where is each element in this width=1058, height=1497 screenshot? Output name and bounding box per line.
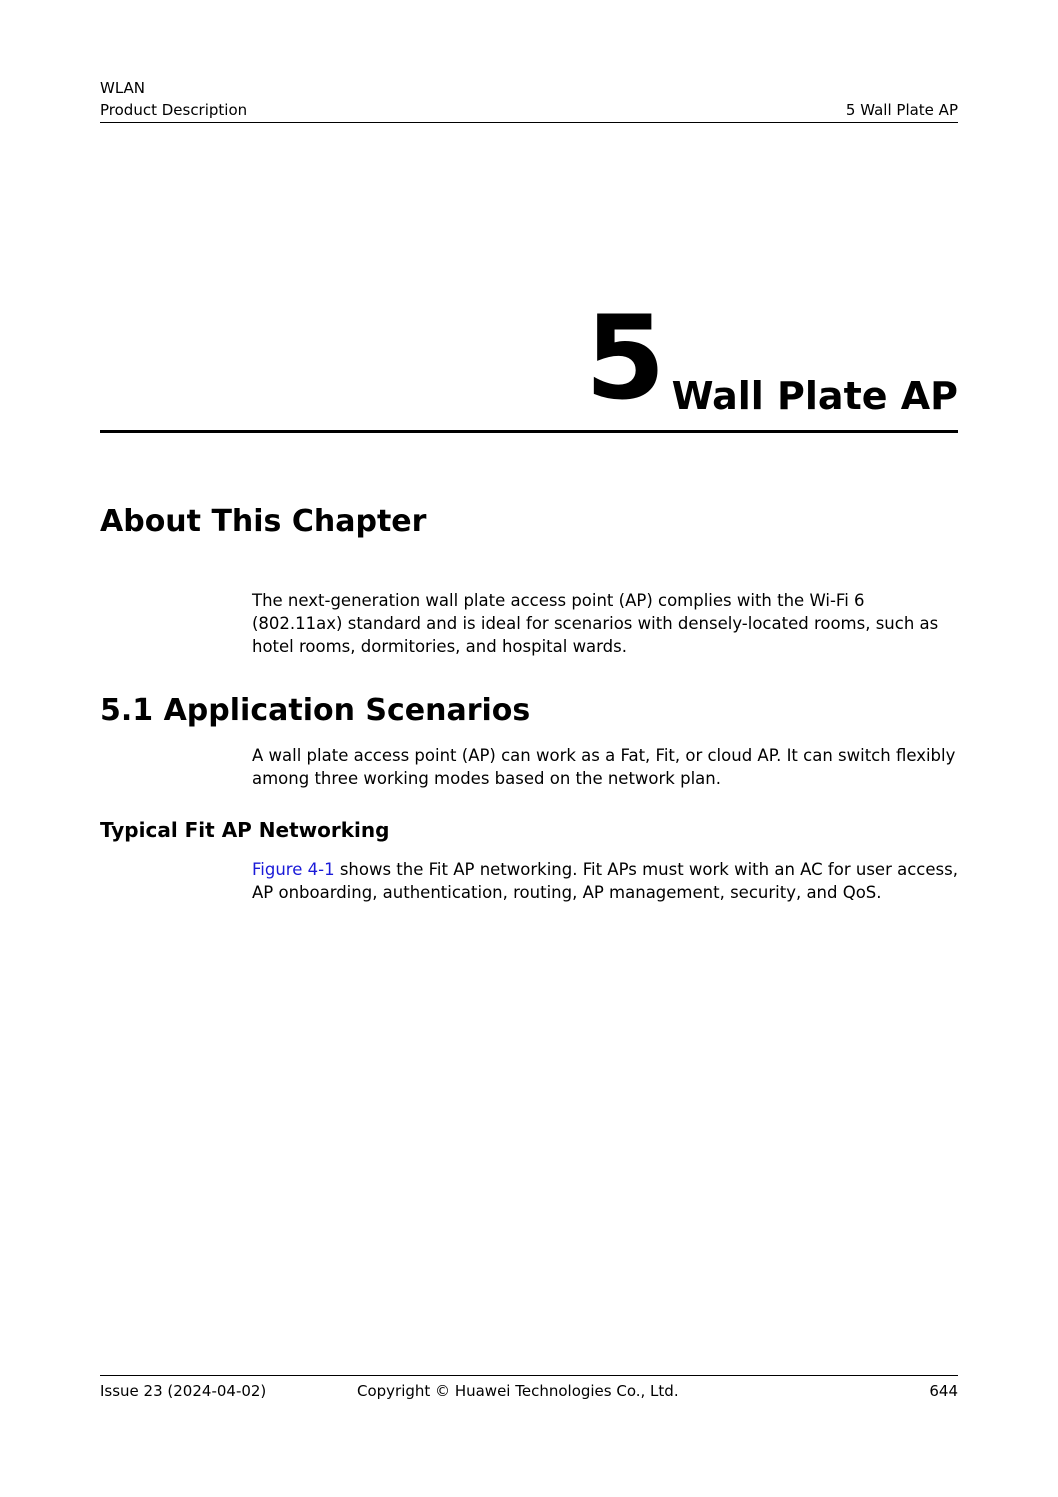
page-footer [100, 1375, 958, 1404]
page-number: 644 [929, 1382, 958, 1400]
chapter-name: Wall Plate AP [671, 374, 958, 418]
footer-issue: Issue 23 (2024-04-02) [100, 1382, 267, 1400]
page-header [100, 78, 958, 123]
fit-ap-paragraph [252, 858, 958, 904]
footer-copyright: Copyright © Huawei Technologies Co., Ltd. [357, 1382, 679, 1400]
chapter-number: 5 [584, 291, 666, 426]
fit-ap-text: shows the Fit AP networking. Fit APs must work with an AC for user access, AP onboarding, authentication, routing, AP management, security, and QoS. [252, 860, 958, 902]
about-paragraph: The next-generation wall plate access point (AP) complies with the Wi-Fi 6 (802.11ax) standard and is ideal for scenarios with densely-located rooms, such as hotel rooms, dormitories, and hospital wards. [252, 591, 939, 656]
header-chapter-ref: 5 Wall Plate AP [845, 101, 958, 119]
chapter-title [100, 291, 958, 433]
header-product: WLAN [100, 79, 146, 97]
section-heading: 5.1 Application Scenarios [100, 693, 531, 728]
header-doc-type: Product Description [100, 101, 248, 119]
figure-link[interactable]: Figure 4-1 [252, 860, 335, 879]
scenarios-paragraph: A wall plate access point (AP) can work as a Fat, Fit, or cloud AP. It can switch flexibly among three working modes based on the network plan. [252, 746, 956, 788]
subsection-heading: Typical Fit AP Networking [100, 818, 390, 842]
about-heading: About This Chapter [100, 504, 427, 539]
